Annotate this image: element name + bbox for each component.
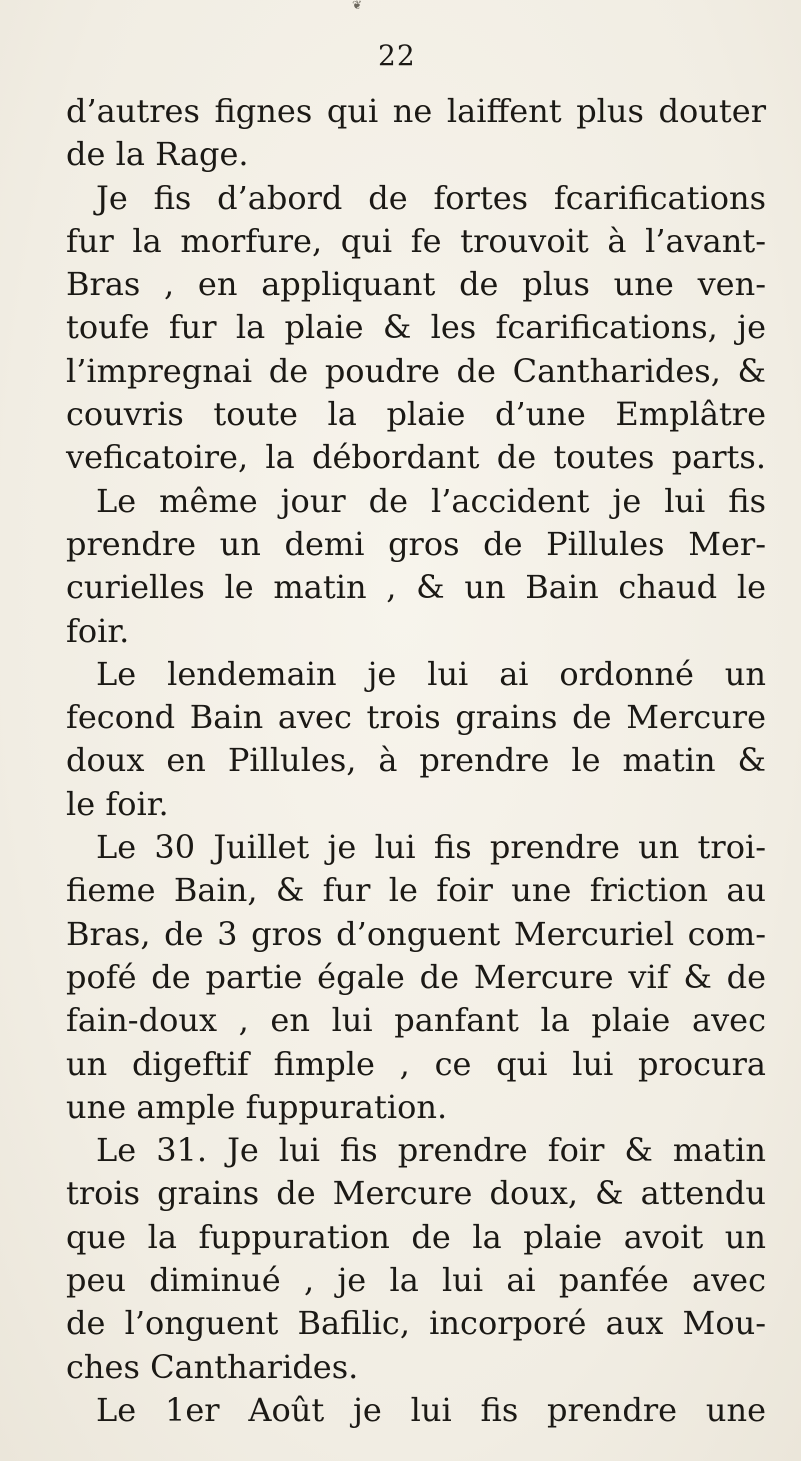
text-line: fecond Bain avec trois grains de Mercure (66, 698, 766, 737)
ornament-mark: ❦ (352, 0, 363, 12)
text-line: Bras, de 3 gros d’onguent Mercuriel com- (66, 914, 766, 953)
text-line: Le 30 Juillet je lui fis prendre un troi- (96, 828, 766, 867)
text-line: ches Cantharides. (66, 1347, 359, 1386)
text-line: doux en Pillules, à prendre le matin & (66, 741, 766, 780)
text-line: d’autres fignes qui ne laiffent plus douter (66, 92, 766, 130)
text-line: que la fuppuration de la plaie avoit un (66, 1217, 766, 1256)
text-line: foir. (66, 611, 130, 650)
text-line: couvris toute la plaie d’une Emplâtre (66, 395, 766, 434)
text-line: Le 31. Je lui fis prendre foir & matin (96, 1131, 766, 1170)
text-line: curielles le matin , & un Bain chaud le (66, 568, 766, 607)
text-line: de la Rage. (66, 135, 249, 174)
page-number: 22 (378, 39, 416, 72)
text-line: un digeftif fimple , ce qui lui procura (66, 1044, 766, 1083)
text-line: le foir. (66, 784, 169, 823)
text-line: veficatoire, la débordant de toutes parts. (66, 438, 766, 477)
text-line: fain-doux , en lui panfant la plaie avec (66, 1001, 766, 1040)
text-line: fieme Bain, & fur le foir une friction au (66, 871, 766, 910)
text-line: trois grains de Mercure doux, & attendu (66, 1174, 766, 1213)
text-line: fur la morfure, qui fe trouvoit à l’avant- (66, 221, 766, 260)
text-line: Bras , en appliquant de plus une ven- (66, 265, 766, 304)
text-line: Je fis d’abord de fortes fcarifications (96, 178, 766, 217)
text-line: pofé de partie égale de Mercure vif & de (66, 957, 766, 996)
text-line: Le 1er Août je lui fis prendre une (96, 1390, 766, 1429)
body-text (66, 90, 766, 1432)
text-line: Le lendemain je lui ai ordonné un (96, 654, 766, 693)
text-line: peu diminué , je la lui ai panfée avec (66, 1261, 766, 1300)
text-line: toufe fur la plaie & les fcarifications, je (66, 308, 766, 347)
text-line: Le même jour de l’accident je lui fis (96, 481, 766, 520)
text-line: une ample fuppuration. (66, 1087, 448, 1126)
text-line: de l’onguent Bafilic, incorporé aux Mou- (66, 1304, 766, 1343)
text-line: l’impregnai de poudre de Cantharides, & (66, 351, 766, 390)
text-line: prendre un demi gros de Pillules Mer- (66, 524, 766, 563)
